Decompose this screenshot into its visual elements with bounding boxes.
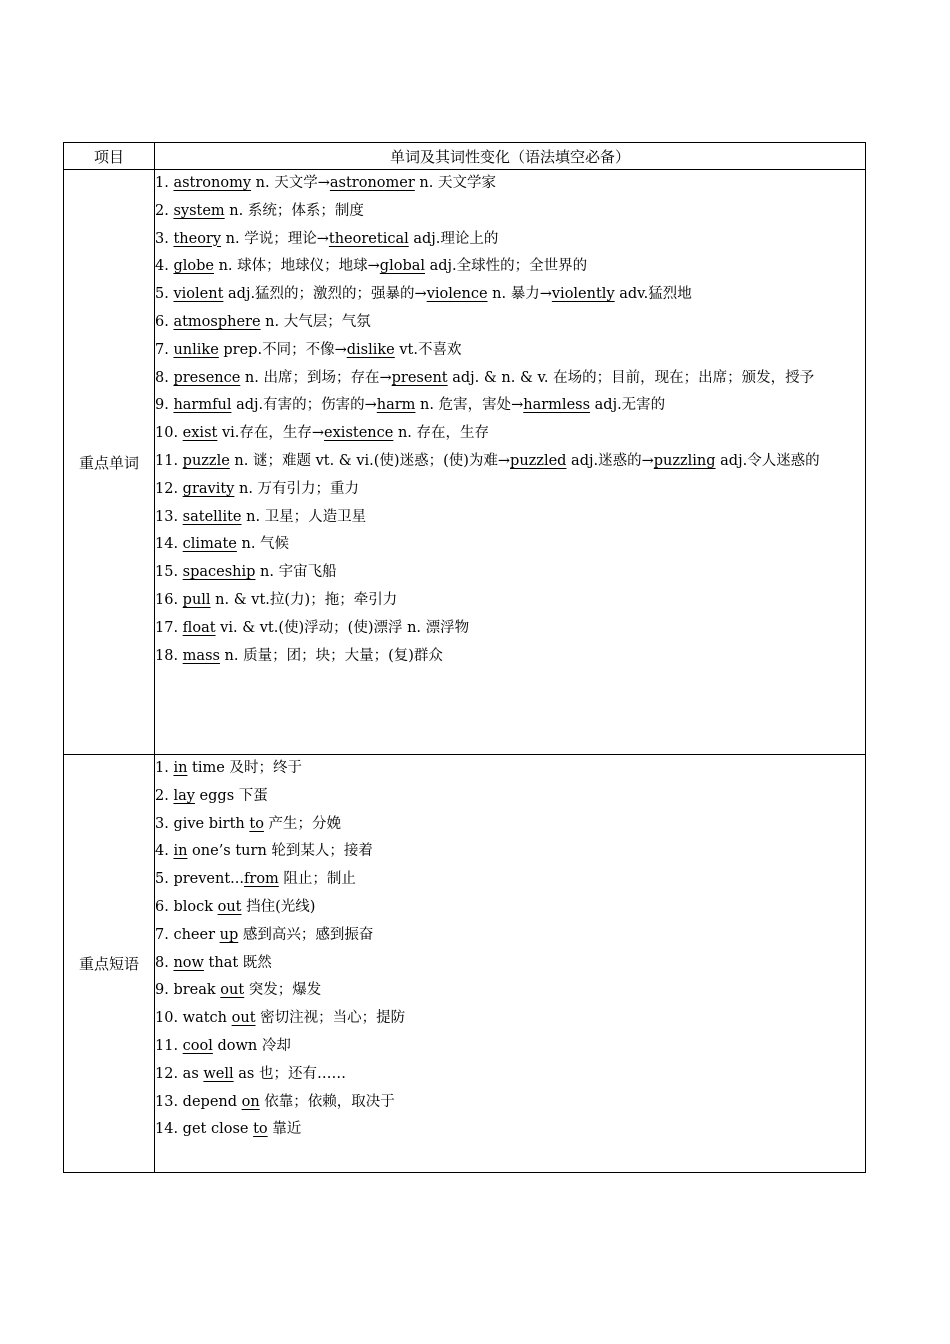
list-item xyxy=(155,643,865,671)
line-text: n. 天文学→ xyxy=(251,175,330,191)
answer-blank: out xyxy=(217,898,242,915)
line-text: 11. xyxy=(155,1037,183,1054)
answer-blank: now xyxy=(173,954,204,971)
line-text: 1. xyxy=(155,175,174,191)
answer-blank: theory xyxy=(173,230,222,247)
line-text: 12. as xyxy=(155,1065,204,1082)
line-text: 2. xyxy=(155,202,174,219)
list-item xyxy=(155,337,865,365)
answer-blank: puzzle xyxy=(182,452,230,469)
line-text: down 冷却 xyxy=(212,1037,291,1054)
line-text: 18. xyxy=(155,647,183,664)
line-text: 8. xyxy=(155,954,174,971)
answer-blank: out xyxy=(220,982,245,999)
line-text: adj.有害的；伤害的→ xyxy=(231,397,377,414)
line-text: 3. give birth xyxy=(155,815,250,832)
line-text: one’s turn 轮到某人；接着 xyxy=(187,843,373,860)
line-text: 11. xyxy=(155,452,183,469)
list-item xyxy=(155,811,865,839)
answer-blank: satellite xyxy=(182,508,242,525)
line-text: prep.不同；不像→ xyxy=(218,341,347,358)
header-words: 单词及其词性变化（语法填空必备） xyxy=(155,143,866,170)
list-item xyxy=(155,783,865,811)
list-item xyxy=(155,559,865,587)
line-text: 9. xyxy=(155,397,174,414)
line-text: n. & vt.拉(力)；拖；牵引力 xyxy=(210,591,398,608)
answer-blank: atmosphere xyxy=(173,313,261,330)
line-text: 密切注视；当心；提防 xyxy=(255,1010,406,1027)
line-text: adj.猛烈的；激烈的；强暴的→ xyxy=(223,286,427,303)
list-item xyxy=(155,448,865,476)
header-item: 项目 xyxy=(64,143,155,170)
line-text: adj.理论上的 xyxy=(408,230,499,247)
list-item xyxy=(155,1089,865,1117)
list-item xyxy=(155,587,865,615)
list-item xyxy=(155,170,865,198)
answer-blank: violently xyxy=(551,286,615,303)
line-text: n. 质量；团；块；大量；(复)群众 xyxy=(219,647,443,664)
list-item xyxy=(155,1033,865,1061)
answer-blank: up xyxy=(219,926,239,943)
answer-blank: present xyxy=(391,369,448,386)
line-text: time 及时；终于 xyxy=(187,760,302,776)
section-key-words xyxy=(64,170,866,755)
line-text: n. 气候 xyxy=(236,536,290,553)
line-text: adj.令人迷惑的 xyxy=(715,452,820,469)
line-text: n. 球体；地球仪；地球→ xyxy=(213,258,380,275)
list-item xyxy=(155,922,865,950)
answer-blank: presence xyxy=(173,369,241,386)
line-text: 13. depend xyxy=(155,1093,242,1110)
line-text: n. 暴力→ xyxy=(487,286,552,303)
answer-blank: on xyxy=(241,1093,260,1110)
answer-blank: lay xyxy=(173,787,195,804)
answer-blank: gravity xyxy=(182,480,235,497)
line-text: eggs 下蛋 xyxy=(194,787,268,804)
list-item xyxy=(155,1061,865,1089)
list-item xyxy=(155,504,865,532)
vocabulary-table xyxy=(63,142,866,1173)
line-text: 6. block xyxy=(155,898,218,915)
line-text: 14. xyxy=(155,536,183,553)
answer-blank: violent xyxy=(173,286,224,303)
line-text: vi.存在，生存→ xyxy=(217,425,325,442)
line-text: 5. xyxy=(155,286,174,303)
list-item xyxy=(155,253,865,281)
answer-blank: global xyxy=(379,258,426,275)
line-text: adj. & n. & v. 在场的；目前，现在；出席；颁发，授予 xyxy=(447,369,815,386)
phrases-list xyxy=(155,755,866,1173)
answer-blank: system xyxy=(173,202,225,219)
line-text: n. 谜；难题 vt. & vi.(使)迷惑；(使)为难→ xyxy=(229,452,511,469)
line-text: that 既然 xyxy=(203,954,272,971)
answer-blank: cool xyxy=(182,1037,213,1054)
list-item xyxy=(155,531,865,559)
list-item xyxy=(155,615,865,643)
line-text: 4. xyxy=(155,258,174,275)
line-text: n. 天文学家 xyxy=(414,175,496,191)
answer-blank: from xyxy=(244,871,279,888)
line-text: n. 卫星；人造卫星 xyxy=(241,508,367,525)
line-text: 15. xyxy=(155,564,183,581)
words-list xyxy=(155,170,866,755)
line-text: 12. xyxy=(155,480,183,497)
line-text: vt.不喜欢 xyxy=(394,341,462,358)
line-text: n. 宇宙飞船 xyxy=(255,564,337,581)
line-text: 产生；分娩 xyxy=(263,815,342,832)
table-header-row xyxy=(64,143,866,170)
line-text: 感到高兴；感到振奋 xyxy=(238,926,374,943)
answer-blank: unlike xyxy=(173,341,219,358)
line-text: 9. break xyxy=(155,982,221,999)
line-text: 挡住(光线) xyxy=(241,898,316,915)
answer-blank: out xyxy=(231,1010,256,1027)
line-text: 14. get close xyxy=(155,1121,254,1138)
answer-blank: float xyxy=(182,619,216,636)
list-item xyxy=(155,281,865,309)
line-text: n. 出席；到场；存在→ xyxy=(240,369,392,386)
list-item xyxy=(155,365,865,393)
line-text: 突发；爆发 xyxy=(244,982,322,999)
line-text: 10. watch xyxy=(155,1010,232,1027)
list-item xyxy=(155,977,865,1005)
answer-blank: to xyxy=(249,815,264,832)
list-item xyxy=(155,476,865,504)
list-item xyxy=(155,755,865,783)
line-text: n. 大气层；气氛 xyxy=(260,313,371,330)
line-text: 7. xyxy=(155,341,174,358)
answer-blank: well xyxy=(203,1065,234,1082)
answer-blank: climate xyxy=(182,536,237,553)
list-item xyxy=(155,950,865,978)
line-text: adj.全球性的；全世界的 xyxy=(425,258,588,275)
list-item xyxy=(155,309,865,337)
line-text: 8. xyxy=(155,369,174,386)
line-text: 10. xyxy=(155,425,183,442)
answer-blank: pull xyxy=(182,591,211,608)
list-item xyxy=(155,894,865,922)
list-item xyxy=(155,866,865,894)
line-text: 13. xyxy=(155,508,183,525)
answer-blank: astronomy xyxy=(173,175,252,191)
line-text: adj.迷惑的→ xyxy=(566,452,654,469)
answer-blank: harmful xyxy=(173,397,232,414)
list-item xyxy=(155,1116,865,1144)
line-text: 7. cheer xyxy=(155,926,220,943)
answer-blank: exist xyxy=(182,425,218,442)
line-text: n. 系统；体系；制度 xyxy=(224,202,364,219)
line-text: n. 万有引力；重力 xyxy=(234,480,360,497)
line-text: 靠近 xyxy=(267,1121,302,1138)
line-text: n. 危害，害处→ xyxy=(415,397,524,414)
answer-blank: spaceship xyxy=(182,564,256,581)
line-text: 4. xyxy=(155,843,174,860)
line-text: 2. xyxy=(155,787,174,804)
line-text: 6. xyxy=(155,313,174,330)
answer-blank: globe xyxy=(173,258,214,275)
line-text: 17. xyxy=(155,619,183,636)
line-text: 依靠；依赖，取决于 xyxy=(259,1093,395,1110)
section-key-phrases xyxy=(64,755,866,1173)
answer-blank: existence xyxy=(324,425,394,442)
line-text: vi. & vt.(使)浮动；(使)漂浮 n. 漂浮物 xyxy=(215,619,470,636)
answer-blank: harmless xyxy=(523,397,591,414)
section-label-words: 重点单词 xyxy=(64,170,155,755)
list-item xyxy=(155,1005,865,1033)
answer-blank: puzzled xyxy=(510,452,567,469)
line-text: 1. xyxy=(155,760,174,776)
list-item xyxy=(155,226,865,254)
list-item xyxy=(155,420,865,448)
answer-blank: dislike xyxy=(346,341,395,358)
list-item xyxy=(155,392,865,420)
answer-blank: violence xyxy=(426,286,488,303)
line-text: adj.无害的 xyxy=(590,397,666,414)
answer-blank: in xyxy=(173,760,188,776)
line-text: n. 学说；理论→ xyxy=(221,230,329,247)
answer-blank: puzzling xyxy=(653,452,716,469)
line-text: n. 存在，生存 xyxy=(393,425,490,442)
list-item xyxy=(155,838,865,866)
line-text: 3. xyxy=(155,230,174,247)
section-label-phrases: 重点短语 xyxy=(64,755,155,1173)
line-text: 5. prevent... xyxy=(155,871,245,888)
answer-blank: theoretical xyxy=(328,230,409,247)
answer-blank: mass xyxy=(182,647,220,664)
line-text: 阻止；制止 xyxy=(278,871,356,888)
list-item xyxy=(155,198,865,226)
answer-blank: in xyxy=(173,843,188,860)
answer-blank: astronomer xyxy=(329,175,415,191)
line-text: adv.猛烈地 xyxy=(614,286,692,303)
line-text: as 也；还有…… xyxy=(233,1065,346,1082)
answer-blank: to xyxy=(253,1121,268,1138)
answer-blank: harm xyxy=(376,397,416,414)
line-text: 16. xyxy=(155,591,183,608)
